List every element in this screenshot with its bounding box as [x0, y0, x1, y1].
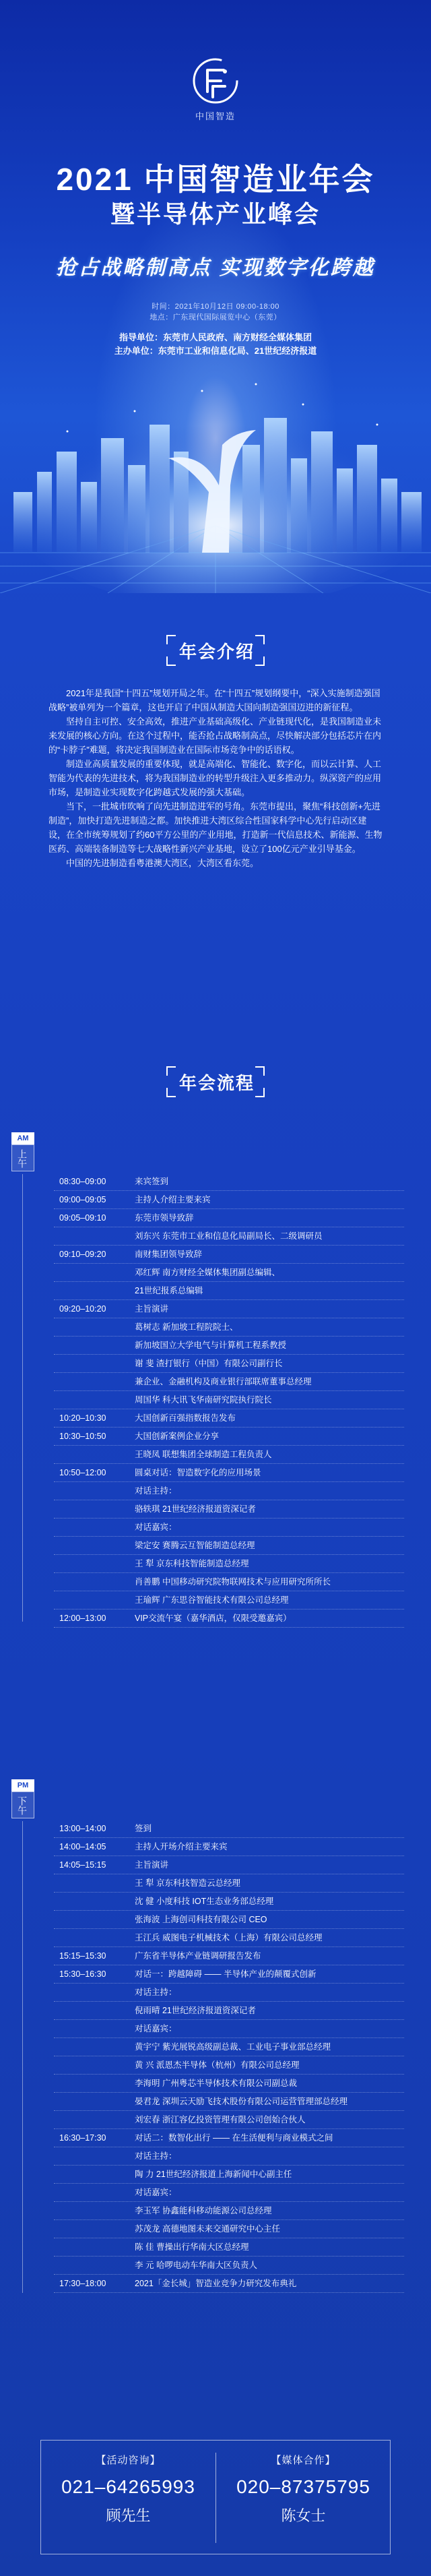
host-units: 主办单位：东莞市工业和信息化局、21世纪经济报道	[114, 346, 317, 356]
schedule-heading-label: 年会流程	[178, 1073, 255, 1093]
schedule-row	[54, 2002, 404, 2020]
schedule-row	[54, 1519, 404, 1537]
schedule-item: 梁定安 赛腾云互智能制造总经理	[135, 1541, 255, 1550]
schedule-item: 李海明 广州粤芯半导体技术有限公司副总裁	[135, 2079, 297, 2088]
schedule-time: 12:00–13:00	[59, 1614, 106, 1623]
contact-footer	[40, 2440, 391, 2554]
slogan: 抢占战略制高点 实现数字化跨越	[56, 257, 375, 279]
intro-paragraph: 当下，一批城市吹响了向先进制造进军的号角。东莞市提出，聚焦“科技创新+先进制造”，加快打造先进制造之都。加快推进大湾区综合性国家科学中心先行启动区建设，在全市统筹规划了约60平方公里的产业用地，打造新一代信息技术、新能源、生物医药、高端装备制造等七大战略性新兴产业基地，设立了100亿元产业引导基金。	[48, 801, 383, 854]
schedule-row	[54, 1409, 404, 1428]
schedule-row	[54, 2056, 404, 2075]
schedule-item: 对话嘉宾：	[135, 2024, 177, 2033]
schedule-time: 09:10–09:20	[59, 1250, 106, 1259]
contact-inquiry-title: 【活动咨询】	[96, 2455, 161, 2466]
schedule-row	[54, 1591, 404, 1609]
schedule-row	[54, 1893, 404, 1911]
contact-media	[216, 2453, 391, 2525]
event-venue: 地点：广东现代国际展览中心（东莞）	[150, 313, 281, 321]
schedule-row	[54, 1947, 404, 1965]
schedule-time: 09:05–09:10	[59, 1213, 106, 1223]
schedule-item: 晏君龙 深圳云天励飞技术股份有限公司运营管理部总经理	[135, 2097, 347, 2106]
schedule-row	[54, 1391, 404, 1409]
schedule-item: 新加坡国立大学电气与计算机工程系教授	[135, 1341, 287, 1350]
contact-media-name: 陈女士	[281, 2507, 326, 2524]
schedule-time: 14:05–15:15	[59, 1860, 106, 1870]
schedule-item: 大国创新案例企业分享	[135, 1432, 220, 1441]
schedule-row	[54, 1227, 404, 1246]
schedule-row	[54, 2238, 404, 2257]
schedule-item: 对话主持：	[135, 1486, 177, 1496]
schedule-row	[54, 2202, 404, 2220]
schedule-row	[54, 2184, 404, 2202]
schedule-row	[54, 1355, 404, 1373]
schedule-heading	[0, 1065, 431, 1105]
schedule-row	[54, 1500, 404, 1519]
schedule-time: 10:50–12:00	[59, 1468, 106, 1477]
schedule-row	[54, 1874, 404, 1893]
am-tag	[9, 1132, 36, 1186]
page-title: 2021 中国智造业年会	[56, 162, 375, 197]
schedule-item: 张海波 上海创司科技有限公司 CEO	[135, 1915, 267, 1924]
schedule-item: 主旨演讲	[135, 1860, 169, 1870]
intro-text	[48, 686, 384, 870]
schedule-item: 对话主持：	[135, 2151, 177, 2161]
schedule-item: 苏茂龙 高德地图未来交通研究中心主任	[135, 2224, 280, 2234]
schedule-item: 葛树志 新加坡工程院院士、	[135, 1322, 238, 1332]
schedule-item: 沈 健 小度科技 IOT生态业务部总经理	[135, 1897, 274, 1906]
pm-tag	[9, 1779, 36, 1833]
intro-heading	[0, 634, 431, 674]
schedule-row	[54, 2020, 404, 2038]
schedule-row	[54, 2075, 404, 2093]
schedule-row	[54, 1609, 404, 1628]
schedule-row	[54, 1300, 404, 1318]
schedule-item: 肖善鹏 中国移动研究院物联网技术与应用研究所所长	[135, 1577, 331, 1587]
schedule-row	[54, 1282, 404, 1300]
schedule-item: 王 犁 京东科技智能制造总经理	[135, 1559, 249, 1568]
schedule-row	[54, 2093, 404, 2111]
event-time: 时间：2021年10月12日 09:00-18:00	[152, 303, 279, 311]
hero-banner	[0, 0, 431, 593]
schedule-item: 对话主持：	[135, 1988, 177, 1997]
schedule-row	[54, 1337, 404, 1355]
page-subtitle: 暨半导体产业峰会	[110, 200, 321, 228]
guide-units: 指导单位：东莞市人民政府、南方财经全媒体集团	[119, 332, 312, 342]
schedule-row	[54, 1373, 404, 1391]
schedule-item: 刘东兴 东莞市工业和信息化局副局长、二级调研员	[135, 1231, 323, 1241]
schedule-row	[54, 1318, 404, 1337]
schedule-row	[54, 2275, 404, 2293]
schedule-item: 王瑜辉 广东思谷智能技术有限公司总经理	[135, 1595, 289, 1605]
schedule-item: 签到	[135, 1824, 152, 1833]
contact-inquiry-name: 顾先生	[106, 2507, 151, 2524]
schedule-row	[54, 1446, 404, 1464]
intro-paragraph: 中国的先进制造看粤港澳大湾区，大湾区看东莞。	[66, 858, 259, 868]
schedule-item: 邓红辉 南方财经全媒体集团副总编辑、	[135, 1268, 280, 1277]
schedule-row	[54, 1537, 404, 1555]
schedule-item: 陶 力 21世纪经济报道上海新闻中心副主任	[135, 2170, 292, 2179]
intro-paragraph: 2021年是我国“十四五”规划开局之年。在“十四五”规划纲要中，“深入实施制造强国战略”被单列为一个篇章，这也开启了中国从制造大国向制造强国迈进的新征程。	[48, 688, 380, 712]
schedule-time: 10:20–10:30	[59, 1413, 106, 1423]
schedule-time: 16:30–17:30	[59, 2133, 106, 2143]
contact-inquiry	[41, 2453, 216, 2525]
schedule-time: 15:30–16:30	[59, 1969, 106, 1979]
schedule-item: 对话二：数智化出行 —— 在生活便利与商业模式之间	[135, 2133, 333, 2143]
schedule-row	[54, 1573, 404, 1591]
event-logo	[183, 57, 248, 124]
schedule-item: 倪雨晴 21世纪经济报道资深记者	[135, 2006, 256, 2015]
am-tag-period: 上午	[11, 1144, 34, 1171]
schedule-time: 15:15–15:30	[59, 1951, 106, 1961]
schedule-row	[54, 2220, 404, 2238]
schedule-row	[54, 2038, 404, 2056]
schedule-time: 17:30–18:00	[59, 2279, 106, 2288]
contact-media-title: 【媒体合作】	[271, 2455, 336, 2466]
pm-tag-label: PM	[11, 1779, 34, 1791]
schedule-row	[54, 1464, 404, 1482]
schedule-row	[54, 1929, 404, 1947]
schedule-time: 14:00–14:05	[59, 1842, 106, 1851]
schedule-row	[54, 1264, 404, 1282]
schedule-item: 刘宏春 浙江容亿投资管理有限公司创始合伙人	[135, 2115, 306, 2124]
schedule-row	[54, 2147, 404, 2166]
schedule-time: 09:00–09:05	[59, 1195, 106, 1204]
schedule-row	[54, 1191, 404, 1209]
contact-inquiry-phone[interactable]: 021–64265993	[61, 2476, 195, 2497]
pm-schedule	[54, 1820, 404, 2293]
schedule-time: 13:00–14:00	[59, 1824, 106, 1833]
schedule-row	[54, 1856, 404, 1874]
schedule-row	[54, 1482, 404, 1500]
schedule-item: 骆轶琪 21世纪经济报道资深记者	[135, 1504, 256, 1514]
schedule-item: 21世纪报系总编辑	[135, 1286, 203, 1295]
schedule-time: 08:30–09:00	[59, 1177, 106, 1186]
schedule-item: 来宾签到	[135, 1177, 169, 1186]
schedule-item: 谢 斐 渣打银行（中国）有限公司副行长	[135, 1359, 283, 1368]
schedule-item: 黄 兴 派恩杰半导体（杭州）有限公司总经理	[135, 2060, 300, 2070]
schedule-item: 周国华 科大讯飞华南研究院执行院长	[135, 1395, 272, 1405]
schedule-row	[54, 2111, 404, 2129]
schedule-item: 李玉军 协鑫能科移动能源公司总经理	[135, 2206, 272, 2215]
logo-caption: 中国智造	[195, 111, 236, 121]
schedule-item: 南财集团领导致辞	[135, 1250, 203, 1259]
schedule-item: 对话一：跨越障碍 —— 半导体产业的颠覆式创新	[135, 1969, 317, 1979]
schedule-item: 主持人介绍主要来宾	[135, 1195, 211, 1204]
schedule-row	[54, 1984, 404, 2002]
schedule-row	[54, 2166, 404, 2184]
schedule-item: 主持人开场介绍主要来宾	[135, 1842, 228, 1851]
am-schedule	[54, 1173, 404, 1628]
schedule-row	[54, 1838, 404, 1856]
pm-timeline-line	[22, 1821, 23, 2293]
schedule-item: 对话嘉宾：	[135, 2188, 177, 2197]
schedule-time: 09:20–10:20	[59, 1304, 106, 1314]
schedule-time: 10:30–10:50	[59, 1432, 106, 1441]
schedule-item: VIP交流午宴（嘉华酒店，仅限受邀嘉宾）	[135, 1614, 292, 1623]
schedule-item: 王晓凤 联想集团全球制造工程负责人	[135, 1450, 272, 1459]
intro-paragraph: 坚持自主可控、安全高效，推进产业基础高级化、产业链现代化，是我国制造业未来发展的核心方向。在这个过程中，能否抢占战略制高点，尽快解决部分包括芯片在内的“卡脖子”难题，将决定我国制造业在国际市场竞争中的话语权。	[48, 716, 382, 755]
schedule-item: 广东省半导体产业链调研报告发布	[135, 1951, 261, 1961]
intro-heading-label: 年会介绍	[178, 642, 255, 662]
pm-tag-period: 下午	[11, 1791, 34, 1818]
schedule-item: 圆桌对话：智造数字化的应用场景	[135, 1468, 261, 1477]
schedule-item: 对话嘉宾：	[135, 1523, 177, 1532]
schedule-row	[54, 1965, 404, 1984]
schedule-row	[54, 1820, 404, 1838]
schedule-row	[54, 1911, 404, 1929]
am-timeline-line	[22, 1174, 23, 1622]
city-skyline-illustration	[0, 350, 431, 593]
schedule-row	[54, 1246, 404, 1264]
schedule-item: 王 犁 京东科技智造云总经理	[135, 1878, 240, 1888]
schedule-item: 陈 佳 曹操出行华南大区总经理	[135, 2242, 249, 2252]
schedule-item: 黄宇宁 紫光展锐高级副总裁、工业电子事业部总经理	[135, 2042, 331, 2052]
schedule-row	[54, 1173, 404, 1191]
schedule-row	[54, 1555, 404, 1573]
intro-paragraph: 制造业高质量发展的重要体现，就是高端化、智能化、数字化，而以云计算、人工智能为代表的先进技术，将为我国制造业的转型升级注入更多推动力。纵深资产的应用市场，是制造业实现数字化跨越式发展的强大基础。	[48, 759, 382, 797]
schedule-row	[54, 1209, 404, 1227]
schedule-item: 李 元 哈啰电动车华南大区负责人	[135, 2261, 257, 2270]
schedule-row	[54, 2257, 404, 2275]
contact-media-phone[interactable]: 020–87375795	[236, 2476, 370, 2497]
schedule-item: 2021「金长城」智造业竞争力研究发布典礼	[135, 2279, 297, 2288]
schedule-item: 王江兵 威图电子机械技术（上海）有限公司总经理	[135, 1933, 323, 1942]
schedule-row	[54, 1428, 404, 1446]
schedule-item: 兼企业、金融机构及商业银行部联席董事总经理	[135, 1377, 312, 1386]
logo-emblem-icon	[191, 57, 240, 105]
schedule-item: 大国创新百强指数报告发布	[135, 1413, 236, 1423]
schedule-row	[54, 2129, 404, 2147]
schedule-item: 主旨演讲	[135, 1304, 169, 1314]
am-tag-label: AM	[11, 1132, 34, 1144]
schedule-item: 东莞市领导致辞	[135, 1213, 194, 1223]
